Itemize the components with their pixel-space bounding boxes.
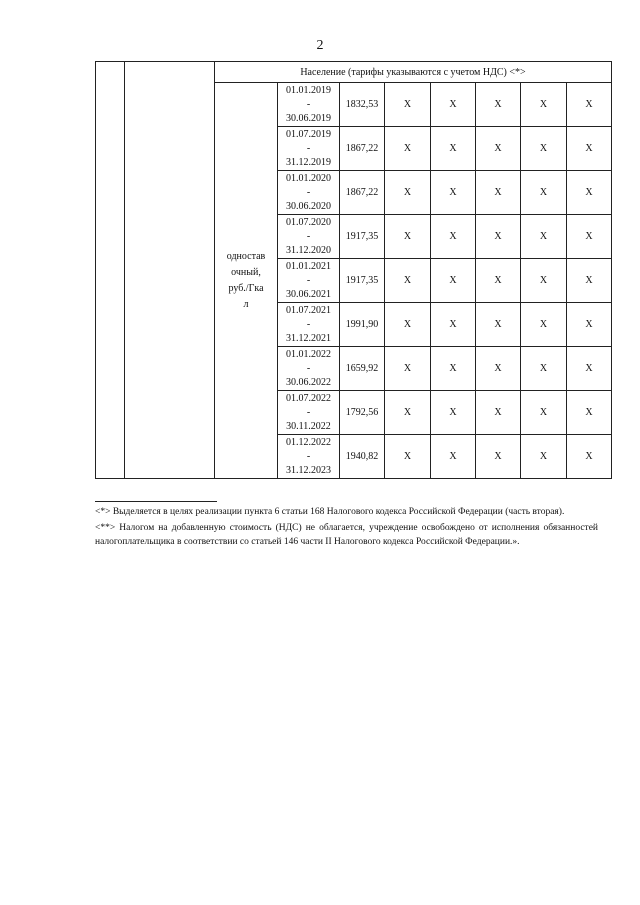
period-cell [278, 435, 340, 479]
period-sep: - [306, 98, 311, 110]
x-mark: X [521, 259, 567, 303]
unit-line: л [243, 298, 249, 310]
page-number: 2 [316, 38, 324, 53]
unit-cell [215, 83, 278, 479]
period-cell [278, 391, 340, 435]
footnote-no-vat: <**> Налогом на добавленную стоимость (НДС) не облагается, учреждение освобождено от исполнения обязанностей налогоплательщика в соответствии со статьей 146 части II Налогового кодекса Российской Федерации.». [95, 523, 598, 547]
x-mark: X [431, 303, 476, 347]
x-mark: X [521, 303, 567, 347]
period-end: 31.12.2019 [286, 156, 331, 168]
period-sep: - [306, 186, 311, 198]
x-mark: X [476, 127, 521, 171]
population-header: Население (тарифы указываются с учетом НДС) <*> [215, 62, 612, 83]
tariff-value: 1867,22 [340, 127, 385, 171]
tariff-value: 1659,92 [340, 347, 385, 391]
x-mark: X [431, 435, 476, 479]
x-mark: X [476, 435, 521, 479]
period-cell [278, 215, 340, 259]
period-end: 31.12.2023 [286, 464, 331, 476]
x-mark: X [476, 303, 521, 347]
x-mark: X [476, 83, 521, 127]
period-cell [278, 303, 340, 347]
period-cell [278, 347, 340, 391]
tariff-value: 1832,53 [340, 83, 385, 127]
period-start: 01.01.2021 [286, 260, 331, 272]
blank-col-2 [125, 62, 215, 479]
blank-col-1 [96, 62, 125, 479]
x-mark: X [567, 435, 612, 479]
period-end: 30.06.2022 [286, 376, 331, 388]
x-mark: X [385, 303, 431, 347]
x-mark: X [567, 259, 612, 303]
x-mark: X [385, 347, 431, 391]
x-mark: X [567, 391, 612, 435]
x-mark: X [385, 391, 431, 435]
period-end: 31.12.2021 [286, 332, 331, 344]
period-start: 01.07.2020 [286, 216, 331, 228]
period-start: 01.07.2022 [286, 392, 331, 404]
x-mark: X [567, 83, 612, 127]
unit-line: руб./Гка [228, 282, 264, 294]
period-end: 31.12.2020 [286, 244, 331, 256]
x-mark: X [567, 347, 612, 391]
x-mark: X [385, 259, 431, 303]
period-sep: - [306, 274, 311, 286]
tariff-value: 1991,90 [340, 303, 385, 347]
x-mark: X [431, 171, 476, 215]
period-start: 01.01.2020 [286, 172, 331, 184]
x-mark: X [567, 303, 612, 347]
x-mark: X [521, 83, 567, 127]
x-mark: X [521, 391, 567, 435]
x-mark: X [431, 347, 476, 391]
x-mark: X [385, 215, 431, 259]
period-cell [278, 171, 340, 215]
x-mark: X [476, 171, 521, 215]
x-mark: X [431, 127, 476, 171]
tariff-value: 1940,82 [340, 435, 385, 479]
period-sep: - [306, 450, 311, 462]
period-sep: - [306, 230, 311, 242]
x-mark: X [385, 435, 431, 479]
x-mark: X [385, 127, 431, 171]
period-cell [278, 259, 340, 303]
footnote-rule [95, 501, 217, 502]
period-sep: - [306, 362, 311, 374]
x-mark: X [476, 347, 521, 391]
tariff-value: 1792,56 [340, 391, 385, 435]
period-end: 30.06.2021 [286, 288, 331, 300]
period-start: 01.12.2022 [286, 436, 331, 448]
x-mark: X [521, 347, 567, 391]
x-mark: X [476, 259, 521, 303]
period-sep: - [306, 142, 311, 154]
period-start: 01.01.2019 [286, 84, 331, 96]
x-mark: X [476, 391, 521, 435]
x-mark: X [521, 215, 567, 259]
footnote-vat: <*> Выделяется в целях реализации пункта 6 статьи 168 Налогового кодекса Российской Федерации (часть вторая). [95, 507, 565, 517]
header-row [96, 62, 612, 83]
x-mark: X [567, 127, 612, 171]
period-end: 30.11.2022 [286, 420, 331, 432]
x-mark: X [567, 215, 612, 259]
period-end: 30.06.2020 [286, 200, 331, 212]
x-mark: X [476, 215, 521, 259]
unit-line: одностав [226, 250, 266, 262]
x-mark: X [431, 215, 476, 259]
period-cell [278, 127, 340, 171]
x-mark: X [431, 391, 476, 435]
x-mark: X [385, 83, 431, 127]
period-start: 01.07.2021 [286, 304, 331, 316]
x-mark: X [431, 259, 476, 303]
tariff-value: 1867,22 [340, 171, 385, 215]
tariff-value: 1917,35 [340, 215, 385, 259]
period-cell [278, 83, 340, 127]
period-sep: - [306, 406, 311, 418]
unit-line: очный, [231, 266, 261, 278]
tariff-value: 1917,35 [340, 259, 385, 303]
period-start: 01.01.2022 [286, 348, 331, 360]
x-mark: X [431, 83, 476, 127]
period-start: 01.07.2019 [286, 128, 331, 140]
x-mark: X [567, 171, 612, 215]
period-end: 30.06.2019 [286, 112, 331, 124]
x-mark: X [521, 171, 567, 215]
x-mark: X [521, 435, 567, 479]
tariff-table [95, 61, 612, 479]
footnotes [95, 505, 598, 551]
x-mark: X [521, 127, 567, 171]
x-mark: X [385, 171, 431, 215]
period-sep: - [306, 318, 311, 330]
